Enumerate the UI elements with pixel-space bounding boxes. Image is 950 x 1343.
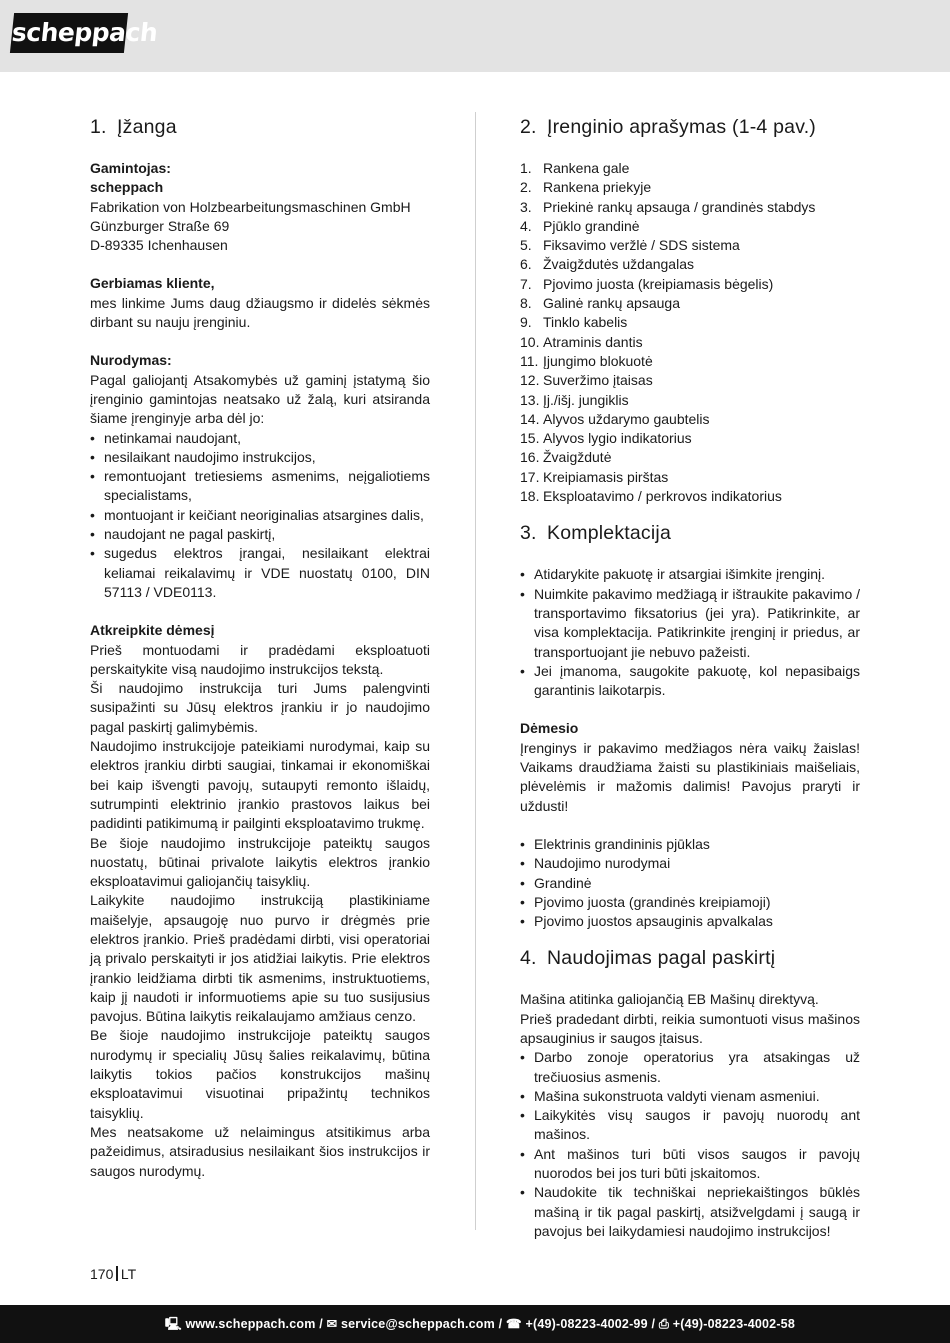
address-line: Günzburger Straße 69: [90, 217, 230, 234]
page-header: [0, 0, 950, 72]
section-3-heading: 3. Komplektacija: [520, 522, 671, 545]
attention-paragraph: Prieš montuodami ir pradėdami eksploatuoti perskaitykite visą naudojimo instrukcijos tekstą.: [90, 641, 430, 677]
list-item: 5. Fiksavimo veržlė / SDS sistema: [520, 237, 740, 254]
list-item: 11. Įjungimo blokuotė: [520, 352, 653, 369]
usage-paragraph: Prieš pradedant dirbti, reikia sumontuoti visus mašinos apsauginius ir saugos įtaisus.: [520, 1010, 860, 1046]
section-2-heading: 2. Įrenginio aprašymas (1-4 pav.): [520, 116, 817, 138]
list-item: 4. Pjūklo grandinė: [520, 217, 640, 234]
usage-list: [520, 1048, 860, 1241]
section-4-heading: 4. Naudojimas pagal paskirtį: [520, 947, 776, 970]
list-item: 3. Priekinė rankų apsauga / grandinės stabdys: [520, 198, 816, 215]
contents-list: [520, 835, 860, 931]
manufacturer-name: scheppach: [90, 179, 164, 196]
list-item: • Elektrinis grandininis pjūklas: [520, 835, 860, 854]
list-item: 7. Pjovimo juosta (kreipiamasis bėgelis): [520, 275, 774, 292]
liability-list: [90, 429, 430, 603]
list-item: • Nuimkite pakavimo medžiagą ir ištraukite pakavimo / transportavimo fiksatorius (jei yra). Patikrinkite, ar visa komplektacija. Patikrinkite įrenginį ir priedus, ar transportuojant jie nebuvo pažeisti.: [520, 585, 860, 662]
warning-text: Įrenginys ir pakavimo medžiagos nėra vaikų žaislas! Vaikams draudžiama žaisti su plastikiniais maišeliais, plėvelėmis ir mažomis dalimis! Pavojus praryti ir uždusti!: [520, 739, 860, 814]
fax-number: +(49)-08223-4002-58: [672, 1317, 795, 1331]
list-item: • naudojant ne pagal paskirtį,: [90, 525, 430, 544]
left-column: [90, 114, 430, 1181]
list-item: 6. Žvaigždutės uždangalas: [520, 256, 694, 273]
warning-label: Dėmesio: [520, 720, 579, 737]
list-item: 13. Įj./išj. jungiklis: [520, 391, 629, 408]
list-item: • Mašina sukonstruota valdyti vienam asmeniui.: [520, 1087, 860, 1106]
page-footer: 🖳︎ www.scheppach.com / ✉︎ service@scheppach.com / ☎ +(49)-08223-4002-99 / ⎙ +(49)-08223-4002-58: [0, 1305, 950, 1343]
list-item: • Naudokite tik techniškai nepriekaištingos būklės mašiną ir tik pagal paskirtį, atsižvelgdami į saugą ir pavojus bei laikydamiesi naudojimo instrukcijos!: [520, 1183, 860, 1241]
list-item: • montuojant ir keičiant neoriginalias atsargines dalis,: [90, 506, 430, 525]
attention-label: Atkreipkite dėmesį: [90, 622, 215, 639]
scheppach-logo: scheppach: [10, 13, 128, 53]
mail-icon: ✉︎: [326, 1317, 338, 1331]
list-item: • nesilaikant naudojimo instrukcijos,: [90, 448, 430, 467]
greeting-text: mes linkime Jums daug džiaugsmo ir didelės sėkmės dirbant su nauju įrenginiu.: [90, 294, 430, 331]
parts-list: [520, 159, 860, 506]
list-item: • Ant mašinos turi būti visos saugos ir pavojų nuorodos bei jos turi būti įskaitomos.: [520, 1145, 860, 1184]
section-1-heading: 1. Įžanga: [90, 116, 177, 138]
list-item: 17. Kreipiamasis pirštas: [520, 468, 669, 485]
list-item: • remontuojant tretiesiems asmenims, neįgaliotiems specialistams,: [90, 467, 430, 506]
attention-paragraph: Mes neatsakome už nelaimingus atsitikimus arba pažeidimus, atsiradusius nesilaikant šios instrukcijos ir saugos nurodymų.: [90, 1123, 430, 1179]
list-item: • Atidarykite pakuotę ir atsargiai išimkite įrenginį.: [520, 565, 860, 584]
fax-icon: ⎙: [658, 1317, 670, 1331]
list-item: 14. Alyvos uždarymo gaubtelis: [520, 410, 710, 427]
page-number: 170 LT: [90, 1266, 137, 1282]
list-item: • Pjovimo juostos apsauginis apvalkalas: [520, 912, 860, 931]
list-item: • netinkamai naudojant,: [90, 429, 430, 448]
list-item: • Darbo zonoje operatorius yra atsakingas už trečiuosius asmenis.: [520, 1048, 860, 1087]
list-item: 10. Atraminis dantis: [520, 333, 643, 350]
column-divider: [475, 112, 476, 1230]
attention-paragraph: Naudojimo instrukcijoje pateikiami nurodymai, kaip su elektros įrankiu dirbti saugiai, tinkamai ir ekonomiškai bei kaip išvengti pavojų, sutaupyti remonto išlaidų, sutrumpinti elektrinio įrankio prastovos laikus bei padidinti patikimumą ir pailginti eksploatavimo trukmę.: [90, 738, 430, 832]
list-item: • Grandinė: [520, 874, 860, 893]
unpacking-list: [520, 565, 860, 700]
list-item: 15. Alyvos lygio indikatorius: [520, 430, 692, 447]
attention-paragraph: Ši naudojimo instrukcija turi Jums palengvinti susipažinti su Jūsų elektros įrankiu ir jo naudojimo pagal paskirtį galimybėmis.: [90, 680, 430, 735]
computer-icon: 🖳︎: [164, 1317, 182, 1331]
list-item: 12. Suveržimo įtaisas: [520, 372, 653, 389]
email-link[interactable]: service@scheppach.com: [340, 1317, 495, 1331]
website-link[interactable]: www.scheppach.com: [185, 1317, 316, 1331]
greeting-label: Gerbiamas kliente,: [90, 275, 215, 292]
phone-number: +(49)-08223-4002-99: [525, 1317, 648, 1331]
list-item: 16. Žvaigždutė: [520, 449, 612, 466]
list-item: 9. Tinklo kabelis: [520, 314, 628, 331]
attention-paragraph: Be šioje naudojimo instrukcijoje pateiktų saugos nuostatų, būtinai privalote laikytis elektros įrankio eksploatavimui galiojančių taisyklių.: [90, 834, 430, 890]
manufacturer-label: Gamintojas:: [90, 160, 171, 176]
address-line: Fabrikation von Holzbearbeitungsmaschinen GmbH: [90, 198, 411, 215]
usage-paragraph: Mašina atitinka galiojančią EB Mašinų direktyvą.: [520, 991, 819, 1008]
attention-paragraph: Be šioje naudojimo instrukcijoje pateiktų saugos nurodymų ir specialių Jūsų šalies reikalavimų, būtina laikytis tokios pačios konstrukcijos mašinų eksploatavimui visuotinai pripažintų technikos taisyklių.: [90, 1027, 430, 1121]
phone-icon: ☎: [505, 1317, 522, 1331]
list-item: 1. Rankena gale: [520, 160, 630, 176]
list-item: • Naudojimo nurodymai: [520, 854, 860, 873]
list-item: • Pjovimo juosta (grandinės kreipiamoji): [520, 893, 860, 912]
list-item: 2. Rankena priekyje: [520, 179, 652, 196]
note-label: Nurodymas:: [90, 352, 172, 369]
list-item: • Jei įmanoma, saugokite pakuotę, kol nepasibaigs garantinis laikotarpis.: [520, 662, 860, 701]
note-text: Pagal galiojantį Atsakomybės už gaminį įstatymą šio įrenginio gamintojas neatsako už žalą, kuri atsiranda šiame įrenginyje arba dėl jo:: [90, 371, 430, 427]
list-item: 8. Galinė rankų apsauga: [520, 295, 680, 312]
right-column: [520, 114, 860, 1241]
address-line: D-89335 Ichenhausen: [90, 237, 228, 254]
list-item: 18. Eksploatavimo / perkrovos indikatorius: [520, 488, 782, 505]
attention-paragraph: Laikykite naudojimo instrukciją plastikiniame maišelyje, apsaugoję nuo purvo ir drėgmės prie elektros įrankio. Prieš pradėdami dirbti, visi operatoriai ją privalo perskaityti ir jos atidžiai laikytis. Prie elektros įrankio leidžiama dirbti tik asmenims, instruktuotiems, kaip jį naudoti ir informuotiems apie su tuo susijusius pavojus. Būtina laikytis reikalaujamo amžiaus cenzo.: [90, 892, 430, 1025]
list-item: • sugedus elektros įrangai, nesilaikant elektrai keliamai reikalavimų ir VDE nuostatų 0100, DIN 57113 / VDE0113.: [90, 544, 430, 602]
list-item: • Laikykitės visų saugos ir pavojų nuorodų ant mašinos.: [520, 1106, 860, 1145]
